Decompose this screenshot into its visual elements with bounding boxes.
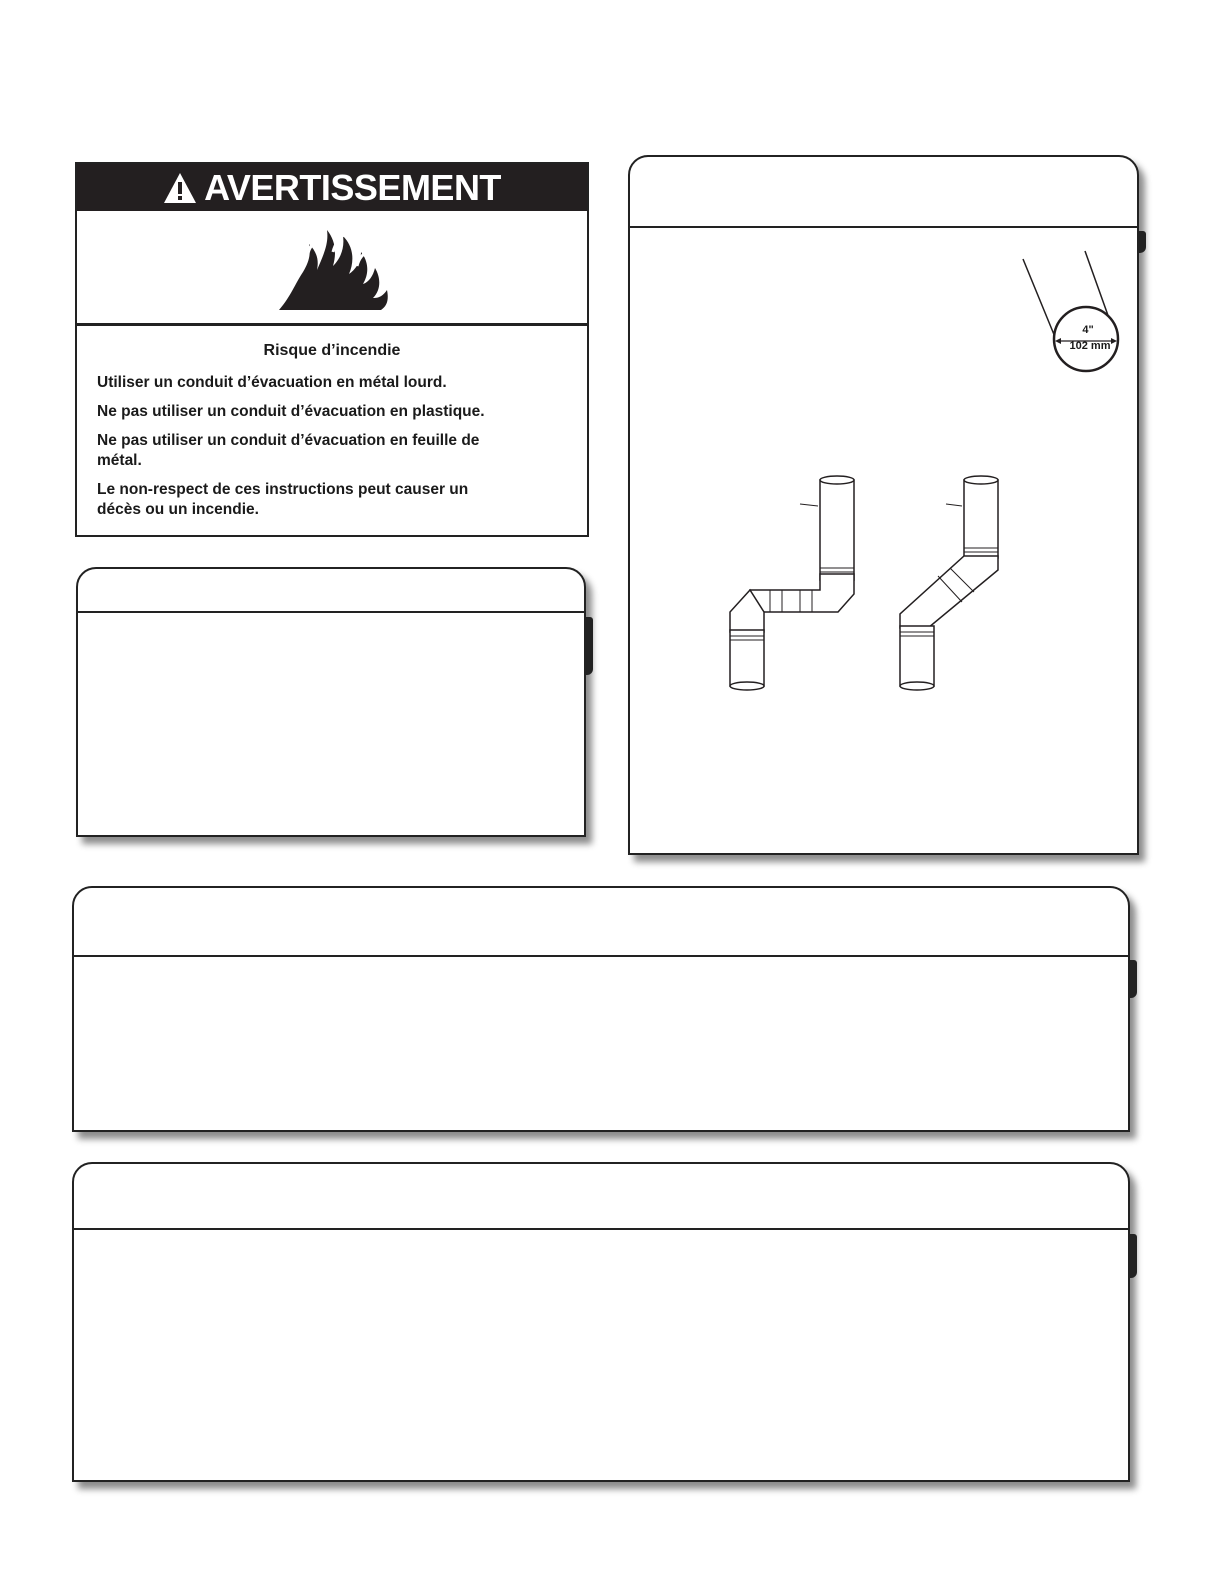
- warning-title: AVERTISSEMENT: [204, 166, 501, 208]
- warning-instruction-2: Ne pas utiliser un conduit d’évacuation en plastique.: [97, 403, 485, 420]
- duct-diagram-panel: [628, 155, 1139, 855]
- diameter-imperial-label: 4": [1082, 324, 1094, 336]
- warning-icon-area: [77, 211, 587, 326]
- warning-instruction-1: Utiliser un conduit d’évacuation en métal lourd.: [97, 374, 447, 391]
- offset-duct-with-elbows-icon: [720, 472, 860, 694]
- wide-info-panel-1: [72, 886, 1130, 1132]
- warning-instruction-3: Ne pas utiliser un conduit d’évacuation en feuille de métal.: [97, 432, 480, 469]
- left-info-panel: [76, 567, 586, 837]
- duct-diameter-diagram: [1015, 247, 1130, 377]
- duct-diagram-panel-tab: [1139, 231, 1146, 253]
- warning-panel: [75, 162, 589, 537]
- fire-hazard-flame-icon: [277, 226, 393, 310]
- duct-diagram-panel-header: [630, 157, 1137, 228]
- left-info-panel-tab: [586, 617, 593, 675]
- diameter-metric-label: 102 mm: [1069, 340, 1111, 352]
- wide-info-panel-2: [72, 1162, 1130, 1482]
- warning-instruction-4: Le non-respect de ces instructions peut causer un décès ou un incendie.: [97, 481, 469, 518]
- warning-title-bar: [77, 164, 587, 211]
- wide-info-panel-1-header: [74, 888, 1128, 957]
- wide-info-panel-1-tab: [1130, 960, 1137, 998]
- wide-info-panel-2-tab: [1130, 1234, 1137, 1278]
- warning-instructions: [97, 373, 567, 529]
- offset-duct-angled-icon: [892, 472, 1032, 694]
- hazard-heading: Risque d’incendie: [263, 342, 401, 359]
- warning-triangle-icon: [163, 172, 197, 204]
- left-info-panel-header: [78, 569, 584, 613]
- wide-info-panel-2-header: [74, 1164, 1128, 1230]
